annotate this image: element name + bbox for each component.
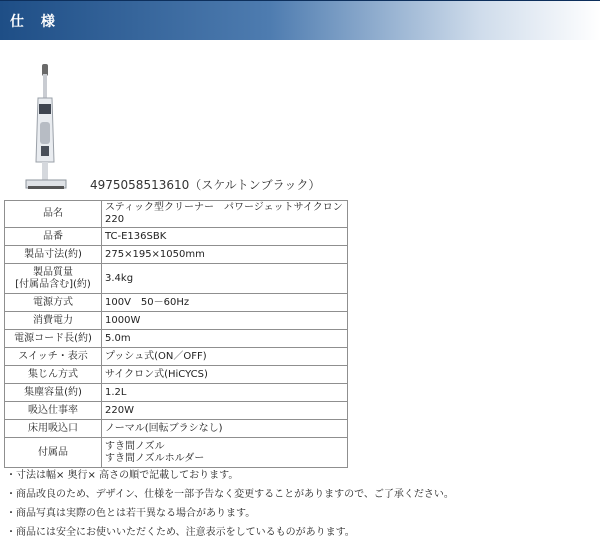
spec-row bbox=[5, 312, 348, 330]
section-header-bar bbox=[0, 0, 600, 40]
note-item: ・寸法は幅× 奥行× 高さの順で記載しております。 bbox=[6, 470, 239, 481]
spec-row bbox=[5, 330, 348, 348]
note-item: ・商品には安全にお使いいただくため、注意表示をしているものがあります。 bbox=[6, 527, 355, 538]
section-title: 仕 様 bbox=[10, 14, 61, 30]
spec-label: 集じん方式 bbox=[5, 366, 102, 384]
spec-value: すき間ノズル すき間ノズルホルダー bbox=[102, 438, 348, 468]
spec-value: 3.4kg bbox=[102, 264, 348, 294]
spec-value: 1.2L bbox=[102, 384, 348, 402]
spec-value: 5.0m bbox=[102, 330, 348, 348]
spec-row bbox=[5, 384, 348, 402]
spec-label: 吸込仕事率 bbox=[5, 402, 102, 420]
spec-row bbox=[5, 294, 348, 312]
spec-row bbox=[5, 402, 348, 420]
spec-row bbox=[5, 264, 348, 294]
spec-row bbox=[5, 348, 348, 366]
spec-value: 275×195×1050mm bbox=[102, 246, 348, 264]
spec-row bbox=[5, 246, 348, 264]
spec-label: 床用吸込口 bbox=[5, 420, 102, 438]
spec-table bbox=[4, 200, 348, 468]
spec-value: 220W bbox=[102, 402, 348, 420]
spec-value: スティック型クリーナー パワージェットサイクロン220 bbox=[102, 201, 348, 228]
spec-value: プッシュ式(ON／OFF) bbox=[102, 348, 348, 366]
spec-value: ノーマル(回転ブラシなし) bbox=[102, 420, 348, 438]
stick-vacuum-icon bbox=[22, 62, 70, 194]
spec-label: 電源コード長(約) bbox=[5, 330, 102, 348]
spec-row bbox=[5, 201, 348, 228]
spec-value: 100V 50－60Hz bbox=[102, 294, 348, 312]
note-item: ・商品写真は実際の色とは若干異なる場合があります。 bbox=[6, 508, 256, 519]
spec-label: 製品質量 [付属品含む](約) bbox=[5, 264, 102, 294]
spec-label: 消費電力 bbox=[5, 312, 102, 330]
spec-label: 付属品 bbox=[5, 438, 102, 468]
spec-value: サイクロン式(HiCYCS) bbox=[102, 366, 348, 384]
spec-row bbox=[5, 366, 348, 384]
notes-list bbox=[6, 470, 454, 546]
spec-label: スイッチ・表示 bbox=[5, 348, 102, 366]
spec-row bbox=[5, 420, 348, 438]
spec-label: 品名 bbox=[5, 201, 102, 228]
spec-label: 製品寸法(約) bbox=[5, 246, 102, 264]
spec-value: 1000W bbox=[102, 312, 348, 330]
note-item: ・商品改良のため、デザイン、仕様を一部予告なく変更することがありますので、ご了承ください。 bbox=[6, 489, 454, 500]
spec-label: 集塵容量(約) bbox=[5, 384, 102, 402]
spec-row bbox=[5, 438, 348, 468]
product-code-label: 4975058513610（スケルトンブラック） bbox=[90, 178, 321, 192]
header-top-rule bbox=[0, 0, 600, 1]
spec-label: 電源方式 bbox=[5, 294, 102, 312]
spec-label: 品番 bbox=[5, 228, 102, 246]
spec-row bbox=[5, 228, 348, 246]
spec-value: TC-E136SBK bbox=[102, 228, 348, 246]
